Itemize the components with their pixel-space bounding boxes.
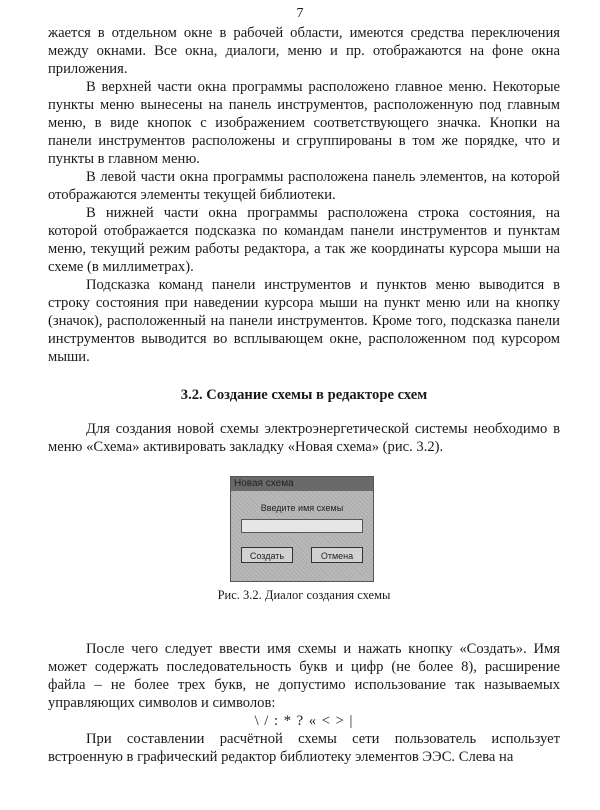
paragraph-last: При составлении расчётной схемы сети пользователь использует встроенную в графический редактор библиотеку элементов ЭЭС. Слева на <box>48 731 560 765</box>
section-heading: 3.2. Создание схемы в редакторе схем <box>180 387 428 403</box>
symbols-line: \ / : * ? « < > | <box>254 713 354 729</box>
new-scheme-dialog <box>230 476 374 582</box>
create-button[interactable]: Создать <box>241 547 293 563</box>
dialog-label: Введите имя схемы <box>260 503 344 513</box>
paragraph-main-menu: В верхней части окна программы расположено главное меню. Некоторые пункты меню вынесены на панель инструментов, расположенную под главным меню, в виде кнопок с изображением соответствующего значка. Кнопки на панели инструментов расположены и сгруппированы в том же порядке, что и пункты в главном меню. <box>48 79 560 167</box>
dialog-title: Новая схема <box>231 477 373 491</box>
paragraph-elements-panel: В левой части окна программы расположена панель элементов, на которой отображаются элементы текущей библиотеки. <box>48 169 560 203</box>
paragraph-tooltip: Подсказка команд панели инструментов и пунктов меню выводится в строку состояния при наведении курсора мыши на пункт меню или на кнопку (значок), расположенный на панели инструментов. Кроме того, подсказка панели инструментов выводится во всплывающем окне, расположенном под курсором мыши. <box>48 277 560 365</box>
paragraph-continuation: жается в отдельном окне в рабочей области, имеются средства переключения между окнами. Все окна, диалоги, меню и пр. отображаются на фоне окна приложения. <box>48 25 560 77</box>
figure-caption: Рис. 3.2. Диалог создания схемы <box>217 588 391 602</box>
paragraph-intro: Для создания новой схемы электроэнергетической системы необходимо в меню «Схема» активировать закладку «Новая схема» (рис. 3.2). <box>48 421 560 455</box>
scheme-name-input[interactable] <box>241 519 363 533</box>
paragraph-after: После чего следует ввести имя схемы и нажать кнопку «Создать». Имя может содержать последовательность букв и цифр (не более 8), расширение файла – не более трех букв, не допустимо использование так называемых управляющих символов и символов: <box>48 641 560 711</box>
paragraph-status-bar: В нижней части окна программы расположена строка состояния, на которой отображается подсказка по командам панели инструментов и пунктам меню, текущий режим работы редактора, а так же координаты курсора мыши на схеме (в миллиметрах). <box>48 205 560 275</box>
figure-dialog <box>48 476 560 582</box>
page-number: 7 <box>296 6 304 21</box>
cancel-button[interactable]: Отмена <box>311 547 363 563</box>
page-body <box>48 24 560 766</box>
